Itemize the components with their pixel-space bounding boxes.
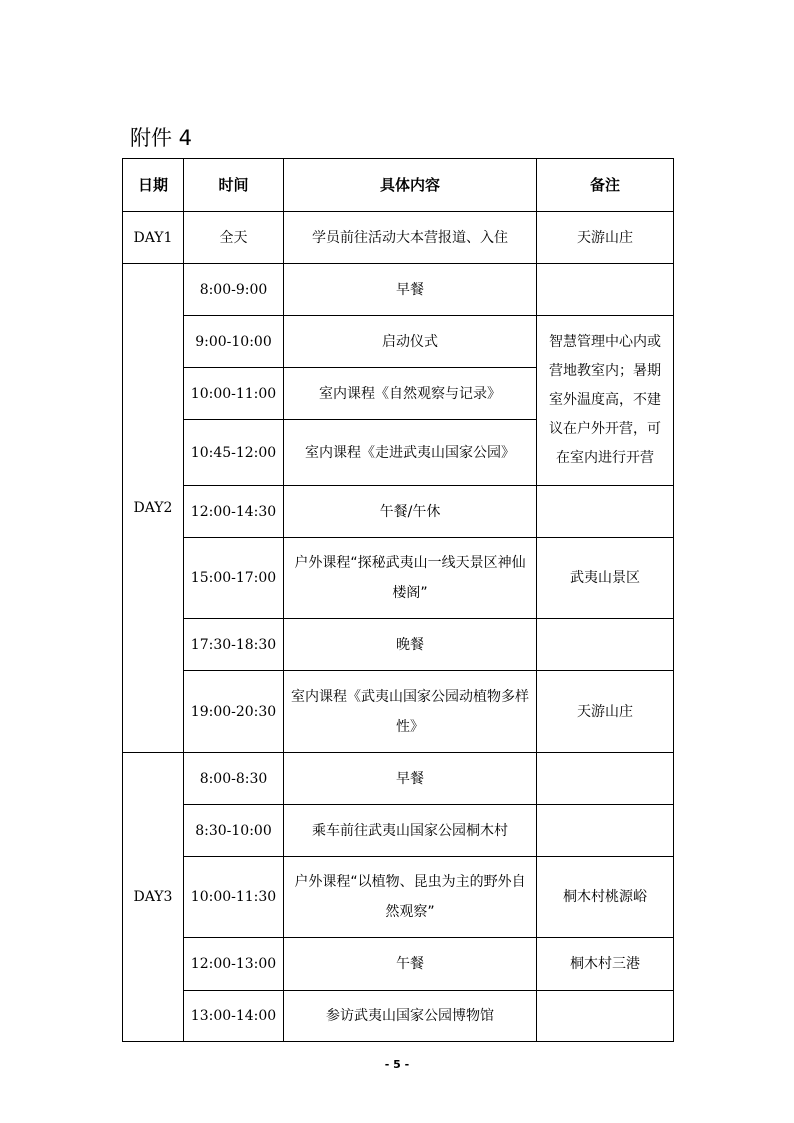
note-cell xyxy=(537,805,674,857)
content-cell: 室内课程《走进武夷山国家公园》 xyxy=(284,420,537,486)
day-cell: DAY2 xyxy=(123,264,184,753)
time-cell: 12:00-14:30 xyxy=(184,486,284,538)
table-row xyxy=(123,538,674,619)
content-cell: 室内课程《自然观察与记录》 xyxy=(284,368,537,420)
time-cell: 8:00-9:00 xyxy=(184,264,284,316)
time-cell: 19:00-20:30 xyxy=(184,671,284,753)
attachment-title: 附件 4 xyxy=(130,126,193,150)
time-cell: 10:45-12:00 xyxy=(184,420,284,486)
table-row xyxy=(123,486,674,538)
header-note: 备注 xyxy=(537,159,674,212)
content-cell: 户外课程“探秘武夷山一线天景区神仙楼阁” xyxy=(284,538,537,619)
schedule-table xyxy=(122,158,674,1042)
time-cell: 15:00-17:00 xyxy=(184,538,284,619)
note-cell xyxy=(537,619,674,671)
page-number: - 5 - xyxy=(384,1058,410,1071)
note-cell: 武夷山景区 xyxy=(537,538,674,619)
day-cell: DAY3 xyxy=(123,753,184,1042)
time-cell: 10:00-11:30 xyxy=(184,857,284,938)
content-cell: 启动仪式 xyxy=(284,316,537,368)
header-content: 具体内容 xyxy=(284,159,537,212)
table-row xyxy=(123,619,674,671)
time-cell: 12:00-13:00 xyxy=(184,938,284,991)
note-cell: 天游山庄 xyxy=(537,671,674,753)
content-cell: 参访武夷山国家公园博物馆 xyxy=(284,991,537,1042)
note-cell: 智慧管理中心内或营地教室内；暑期室外温度高，不建议在户外开营，可在室内进行开营 xyxy=(537,316,674,486)
table-row xyxy=(123,212,674,264)
note-cell: 桐木村三港 xyxy=(537,938,674,991)
time-cell: 8:00-8:30 xyxy=(184,753,284,805)
content-cell: 晚餐 xyxy=(284,619,537,671)
note-cell: 天游山庄 xyxy=(537,212,674,264)
time-cell: 8:30-10:00 xyxy=(184,805,284,857)
table-row xyxy=(123,316,674,368)
time-cell: 13:00-14:00 xyxy=(184,991,284,1042)
table-row xyxy=(123,991,674,1042)
content-cell: 早餐 xyxy=(284,753,537,805)
note-cell: 桐木村桃源峪 xyxy=(537,857,674,938)
header-date: 日期 xyxy=(123,159,184,212)
note-cell xyxy=(537,486,674,538)
header-row xyxy=(123,159,674,212)
table-row xyxy=(123,753,674,805)
table-row xyxy=(123,857,674,938)
table-row xyxy=(123,938,674,991)
note-cell xyxy=(537,753,674,805)
time-cell: 17:30-18:30 xyxy=(184,619,284,671)
time-cell: 全天 xyxy=(184,212,284,264)
header-time: 时间 xyxy=(184,159,284,212)
note-cell xyxy=(537,991,674,1042)
content-cell: 早餐 xyxy=(284,264,537,316)
content-cell: 室内课程《武夷山国家公园动植物多样性》 xyxy=(284,671,537,753)
content-cell: 乘车前往武夷山国家公园桐木村 xyxy=(284,805,537,857)
content-cell: 学员前往活动大本营报道、入住 xyxy=(284,212,537,264)
note-cell xyxy=(537,264,674,316)
content-cell: 午餐/午休 xyxy=(284,486,537,538)
table-row xyxy=(123,264,674,316)
content-cell: 午餐 xyxy=(284,938,537,991)
day-cell: DAY1 xyxy=(123,212,184,264)
time-cell: 10:00-11:00 xyxy=(184,368,284,420)
content-cell: 户外课程“以植物、昆虫为主的野外自然观察” xyxy=(284,857,537,938)
time-cell: 9:00-10:00 xyxy=(184,316,284,368)
table-row xyxy=(123,805,674,857)
table-row xyxy=(123,671,674,753)
